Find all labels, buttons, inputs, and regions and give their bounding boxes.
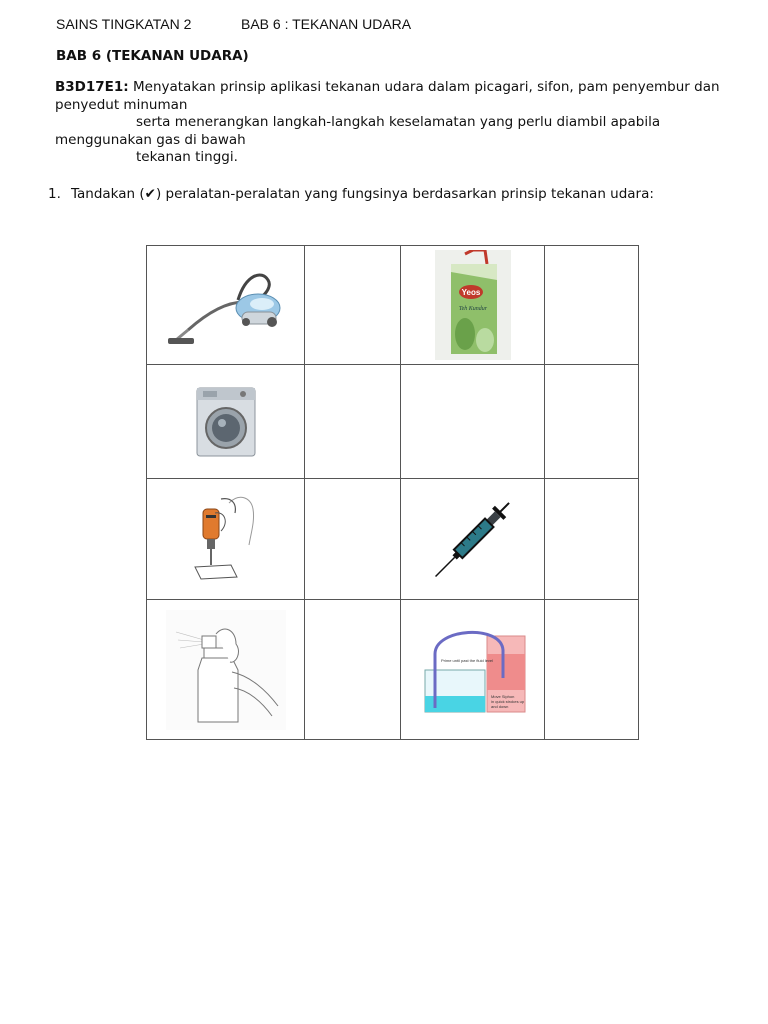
drink-brand: Yeos: [461, 288, 480, 297]
objective-code: B3D17E1:: [55, 79, 129, 95]
image-cell-syringe: [401, 479, 545, 600]
image-cell-spray: [147, 600, 305, 740]
question-text: Tandakan (✔) peralatan-peralatan yang fungsinya berdasarkan prinsip tekanan udara:: [71, 186, 654, 202]
question-number: 1.: [48, 186, 61, 202]
image-cell-drink: [401, 246, 545, 365]
vacuum-cleaner-icon: [166, 260, 286, 350]
siphon-caption-prime: Prime until past the fluid level: [440, 657, 493, 663]
table-row: [147, 479, 639, 600]
tick-cell[interactable]: [305, 246, 401, 365]
tick-cell[interactable]: [545, 479, 639, 600]
tick-cell[interactable]: [305, 479, 401, 600]
siphon-caption-move: Move Siphon: [490, 693, 514, 699]
electric-drill-icon: [191, 493, 261, 585]
header-subject: SAINS TINGKATAN 2: [56, 16, 192, 32]
empty-cell: [401, 365, 545, 479]
objective-line-3: tekanan tinggi.: [136, 149, 238, 165]
washing-machine-icon: [195, 386, 257, 458]
learning-objective: [55, 79, 735, 167]
objective-line-2: serta menerangkan langkah-langkah keselamatan yang perlu diambil apabila menggunakan gas di bawah: [55, 114, 661, 148]
table-row: [147, 365, 639, 479]
objective-line-1: Menyatakan prinsip aplikasi tekanan udara dalam picagari, sifon, pam penyembur dan penyedut minuman: [55, 79, 720, 113]
page-title: BAB 6 (TEKANAN UDARA): [56, 48, 249, 64]
table-row: [147, 600, 639, 740]
tick-cell[interactable]: [305, 365, 401, 479]
image-cell-washing-machine: [147, 365, 305, 479]
tick-cell[interactable]: [545, 600, 639, 740]
syringe-icon: [432, 496, 514, 582]
tick-cell[interactable]: [545, 246, 639, 365]
image-cell-drill: [147, 479, 305, 600]
siphon-caption-strokes: in quick strokes up: [490, 698, 524, 704]
drink-carton-icon: [435, 250, 511, 360]
siphon-caption-down: and down: [490, 703, 508, 709]
tick-cell[interactable]: [545, 365, 639, 479]
header-chapter: BAB 6 : TEKANAN UDARA: [241, 16, 412, 32]
image-cell-vacuum: [147, 246, 305, 365]
image-cell-siphon: [401, 600, 545, 740]
table-row: [147, 246, 639, 365]
question-1: [48, 186, 654, 202]
siphon-icon: [417, 620, 529, 720]
tick-cell[interactable]: [305, 600, 401, 740]
drink-subtitle: Teh Kundur: [458, 306, 487, 312]
equipment-table: [146, 245, 639, 740]
spray-bottle-icon: [166, 610, 286, 730]
